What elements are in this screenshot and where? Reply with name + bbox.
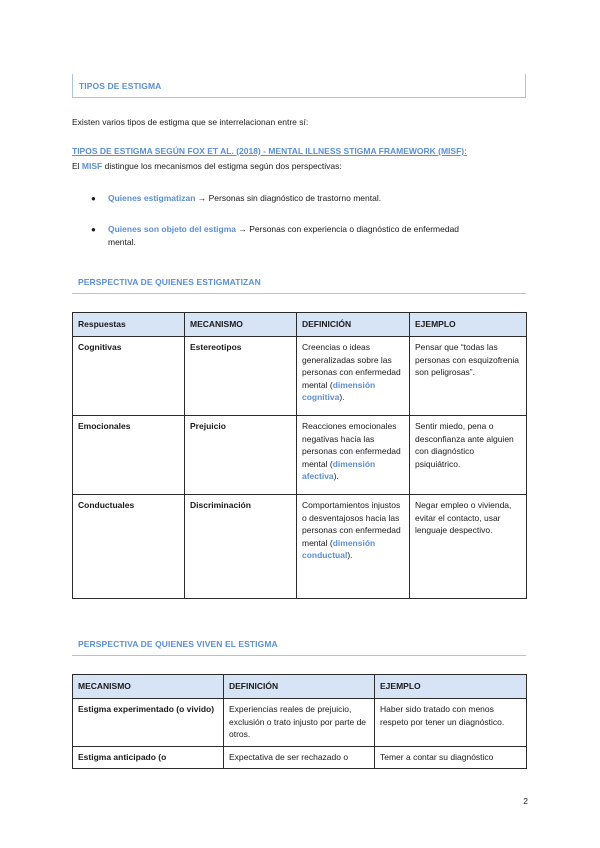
cell-mecanismo: Discriminación: [185, 495, 297, 599]
cell-mecanismo: Estigma anticipado (o: [73, 747, 224, 769]
bullet-1-text: → Personas sin diagnóstico de trastorno mental.: [195, 193, 382, 203]
def-end: ).: [339, 392, 345, 402]
def-text: Comportamientos injustos o desventajosos hacia las personas con enfermedad mental (: [302, 500, 401, 548]
col-header: Respuestas: [73, 313, 185, 337]
col-header: DEFINICIÓN: [297, 313, 410, 337]
table-row: [73, 699, 527, 747]
col-header: MECANISMO: [185, 313, 297, 337]
def-text: Reacciones emocionales negativas hacia las personas con enfermedad mental (: [302, 421, 401, 469]
cell-definicion: [297, 337, 410, 416]
bullet-item-2: [108, 223, 528, 249]
bullet-1-highlight: Quienes estigmatizan: [108, 193, 196, 203]
def-end: ).: [333, 471, 339, 481]
bullet-item-1: [108, 192, 381, 205]
bullet-2-highlight: Quienes son objeto del estigma: [108, 224, 236, 234]
cell-ejemplo: Sentir miedo, pena o desconfianza ante alguien con diagnóstico psiquiátrico.: [410, 416, 527, 495]
bullet-2-text-cont: mental.: [108, 237, 136, 247]
cell-respuesta: Cognitivas: [73, 337, 185, 416]
col-header: EJEMPLO: [375, 675, 527, 699]
table-row: [73, 416, 527, 495]
col-header: EJEMPLO: [410, 313, 527, 337]
intro-paragraph: Existen varios tipos de estigma que se interrelacionan entre sí:: [72, 117, 309, 127]
def-highlight: dimensión cognitiva: [302, 379, 376, 402]
cell-definicion: [297, 416, 410, 495]
col-header: MECANISMO: [73, 675, 224, 699]
bullet-2-text: → Personas con experiencia o diagnóstico de enfermedad: [236, 224, 460, 234]
cell-definicion: [297, 495, 410, 599]
def-highlight: dimensión afectiva: [302, 458, 376, 481]
def-text: Creencias o ideas generalizadas sobre las personas con enfermedad mental (: [302, 342, 401, 390]
misf-highlight: MISF: [81, 161, 103, 171]
cell-mecanismo: Prejuicio: [185, 416, 297, 495]
table-viven-estigma: [72, 674, 527, 769]
misf-pre: El: [72, 161, 82, 171]
col-header: DEFINICIÓN: [224, 675, 375, 699]
cell-respuesta: Emocionales: [73, 416, 185, 495]
bullet-icon: ●: [91, 225, 96, 234]
table-row: [73, 747, 527, 769]
cell-mecanismo: Estigma experimentado (o vivido): [73, 699, 224, 747]
cell-ejemplo: Pensar que “todas las personas con esquizofrenia son peligrosas”.: [410, 337, 527, 416]
def-end: ).: [347, 550, 353, 560]
table-row: [73, 337, 527, 416]
section-heading-viven: PERSPECTIVA DE QUIENES VIVEN EL ESTIGMA: [72, 639, 526, 656]
cell-ejemplo: Negar empleo o vivienda, evitar el contacto, usar lenguaje despectivo.: [410, 495, 527, 599]
table-header-row: [73, 675, 527, 699]
bullet-icon: ●: [91, 194, 96, 203]
cell-ejemplo: Temer a contar su diagnóstico: [375, 747, 527, 769]
section-heading-tipos: TIPOS DE ESTIGMA: [72, 74, 526, 98]
table-estigmatizan: [72, 312, 527, 599]
misf-paragraph: [72, 160, 342, 173]
page-number: 2: [523, 796, 528, 806]
table-header-row: [73, 313, 527, 337]
table-row: [73, 495, 527, 599]
cell-respuesta: Conductuales: [73, 495, 185, 599]
cell-ejemplo: Haber sido tratado con menos respeto por tener un diagnóstico.: [375, 699, 527, 747]
misf-post: distingue los mecanismos del estigma según dos perspectivas:: [102, 161, 342, 171]
subtitle-misf: TIPOS DE ESTIGMA SEGÚN FOX ET AL. (2018) - MENTAL ILLNESS STIGMA FRAMEWORK (MISF):: [72, 146, 467, 156]
cell-definicion: Expectativa de ser rechazado o: [224, 747, 375, 769]
section-heading-estigmatizan: PERSPECTIVA DE QUIENES ESTIGMATIZAN: [72, 277, 526, 294]
cell-mecanismo: Estereotipos: [185, 337, 297, 416]
cell-definicion: Experiencias reales de prejuicio, exclusión o trato injusto por parte de otros.: [224, 699, 375, 747]
def-highlight: dimensión conductual: [302, 537, 376, 560]
